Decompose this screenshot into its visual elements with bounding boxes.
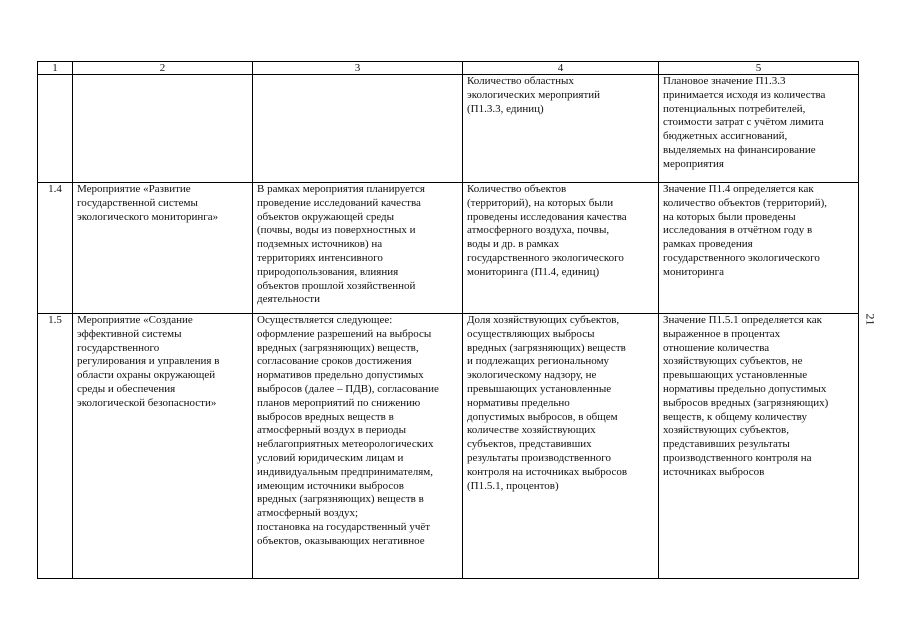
row-number-cell — [38, 75, 73, 183]
indicator-cell: Количество объектов (территорий), на которых были проведены исследования качества атмосферного воздуха, почвы, воды и др. в рамках государственного экологического мониторинга (П1.4, единиц) — [463, 183, 659, 314]
table-row — [38, 183, 859, 314]
header-cell-5: 5 — [659, 62, 859, 75]
row-number-cell: 1.5 — [38, 314, 73, 579]
table-row — [38, 314, 859, 579]
table-header-row — [38, 62, 859, 75]
activity-description-cell — [253, 75, 463, 183]
indicator-cell: Доля хозяйствующих субъектов, осуществляющих выбросы вредных (загрязняющих) веществ и подлежащих региональному экологическому надзору, не превышающих установленные нормативы предельно допустимых выбросов, в общем количестве хозяйствующих субъектов, представивших результаты производственного контроля на источниках выбросов (П1.5.1, процентов) — [463, 314, 659, 579]
header-cell-2: 2 — [73, 62, 253, 75]
header-cell-1: 1 — [38, 62, 73, 75]
program-table — [37, 61, 859, 579]
activity-description-cell: В рамках мероприятия планируется проведение исследований качества объектов окружающей среды (почвы, воды из поверхностных и подземных источников) на территориях интенсивного природопользования, влияния объектов прошлой хозяйственной деятельности — [253, 183, 463, 314]
table-row — [38, 75, 859, 183]
activity-name-cell — [73, 75, 253, 183]
header-cell-3: 3 — [253, 62, 463, 75]
header-cell-4: 4 — [463, 62, 659, 75]
calculation-method-cell: Значение П1.4 определяется как количество объектов (территорий), на которых были проведены исследования в отчётном году в рамках проведения государственного экологического мониторинга — [659, 183, 859, 314]
activity-name-cell: Мероприятие «Создание эффективной системы государственного регулирования и управления в области охраны окружающей среды и обеспечения экологической безопасности» — [73, 314, 253, 579]
activity-description-cell: Осуществляется следующее: оформление разрешений на выбросы вредных (загрязняющих) веществ, согласование сроков достижения нормативов предельно допустимых выбросов (далее – ПДВ), согласование планов мероприятий по снижению выбросов вредных веществ в атмосферный воздух в периоды неблагоприятных метеорологических условий юридическим лицам и индивидуальным предпринимателям, имеющим источники выбросов вредных (загрязняющих) веществ в атмосферный воздух; постановка на государственный учёт объектов, оказывающих негативное — [253, 314, 463, 579]
calculation-method-cell: Плановое значение П1.3.3 принимается исходя из количества потенциальных потребителей, стоимости затрат с учётом лимита бюджетных ассигнований, выделяемых на финансирование мероприятия — [659, 75, 859, 183]
activity-name-cell: Мероприятие «Развитие государственной системы экологического мониторинга» — [73, 183, 253, 314]
indicator-cell: Количество областных экологических мероприятий (П1.3.3, единиц) — [463, 75, 659, 183]
calculation-method-cell: Значение П1.5.1 определяется как выраженное в процентах отношение количества хозяйствующих субъектов, не превышающих установленные нормативы предельно допустимых выбросов вредных (загрязняющих) веществ, к общему количеству хозяйствующих субъектов, представивших результаты производственного контроля на источниках выбросов — [659, 314, 859, 579]
page-number: 21 — [863, 313, 878, 326]
row-number-cell: 1.4 — [38, 183, 73, 314]
